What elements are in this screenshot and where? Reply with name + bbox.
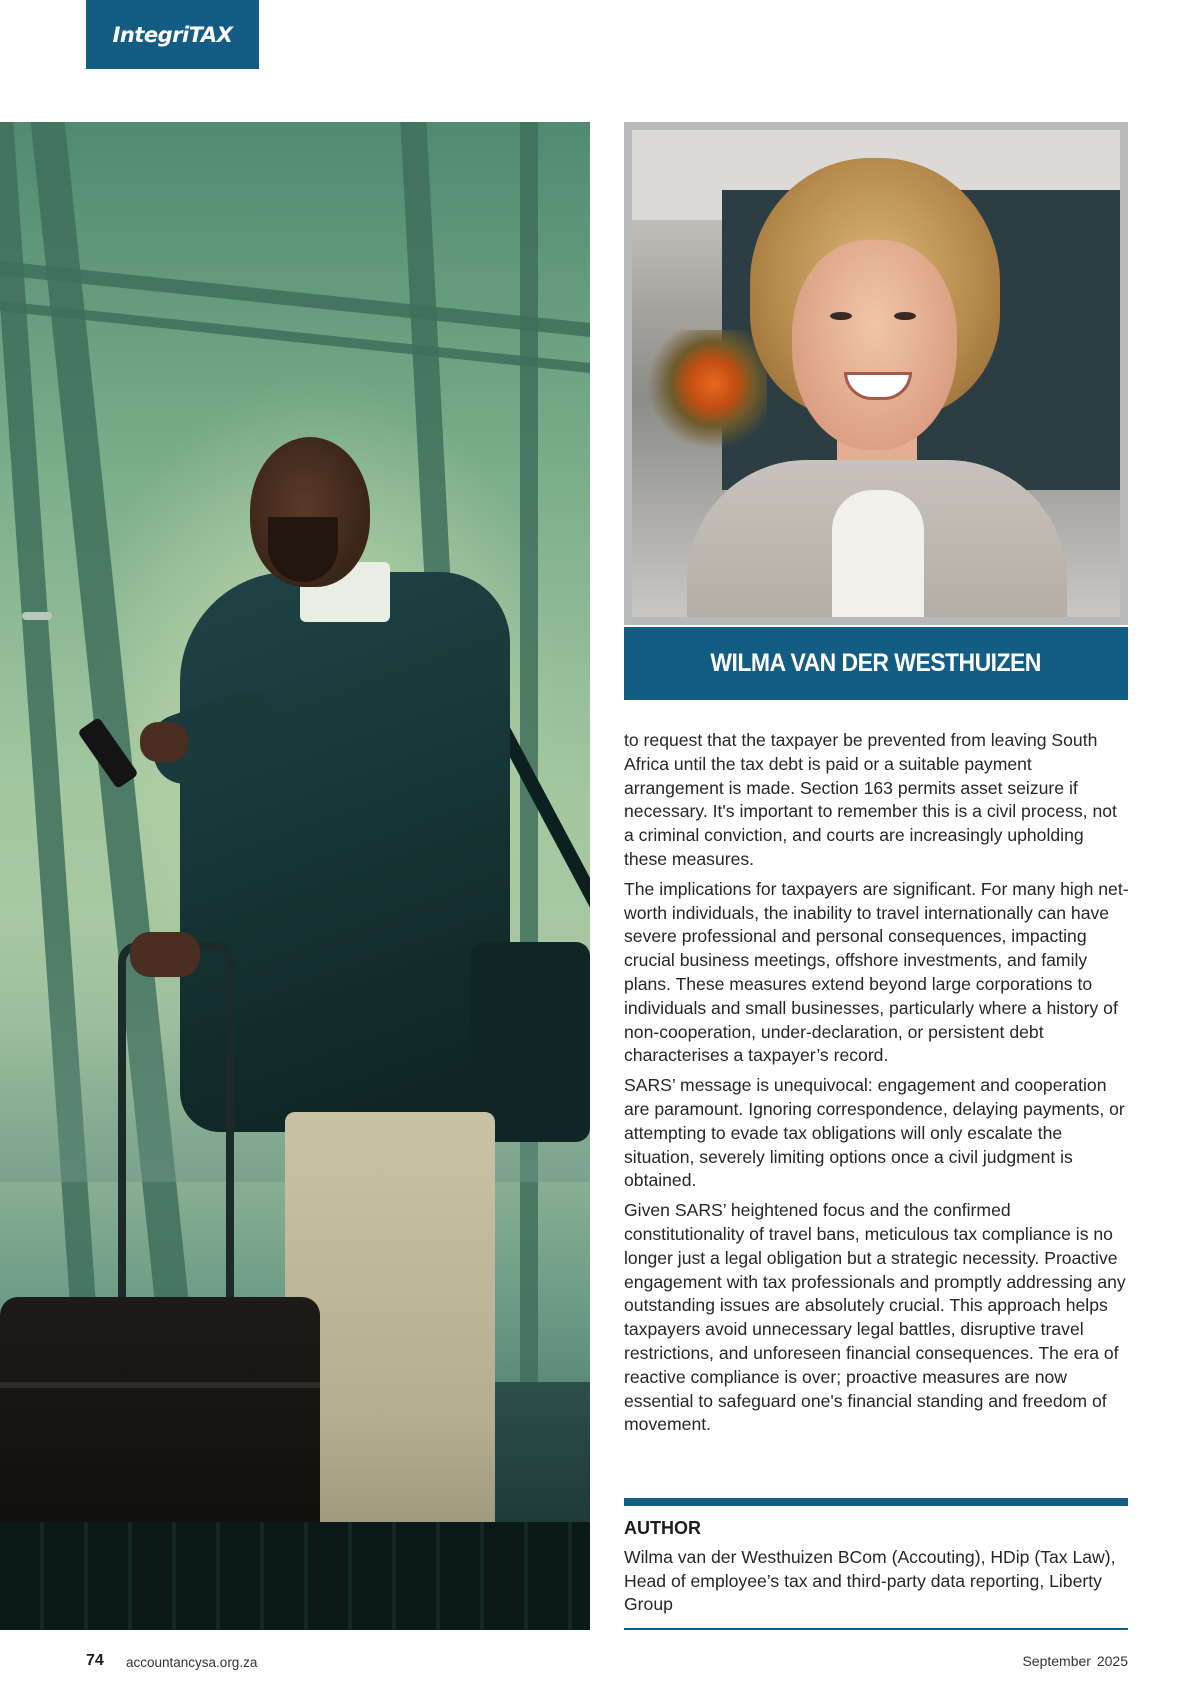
terminal-chairs [0,1522,590,1630]
man-hand-on-handle [130,932,200,977]
portrait-eye [894,312,916,320]
author-heading: AUTHOR [624,1518,701,1538]
author-portrait-photo [632,130,1120,617]
author-bio: Wilma van der Westhuizen BCom (Accouting), HDip (Tax Law), Head of employee’s tax and third-party data reporting, Liberty Group [624,1547,1116,1615]
portrait-eye [830,312,852,320]
article-paragraph: SARS’ message is unequivocal: engagement and cooperation are paramount. Ignoring correspondence, delaying payments, or attempting to evade tax obligations will only escalate the situation, severely limiting options once a civil judgment is obtained. [624,1075,1125,1191]
man-hand [140,722,188,762]
suitcase-handle [118,942,234,1320]
brand-logo-text: IntegriTAX [112,22,233,47]
suitcase-stripe [0,1382,320,1388]
issue-date: September 2025 [1022,1653,1128,1669]
portrait-flowers [647,330,767,450]
article-paragraph: Given SARS’ heightened focus and the confirmed constitutionality of travel bans, meticulous tax compliance is no longer just a legal obligation but a strategic necessity. Proactive engagement with tax professionals and promptly addressing any outstanding issues are absolutely crucial. This approach helps taxpayers avoid unnecessary legal battles, disruptive travel restrictions, and unforeseen financial consequences. The era of reactive compliance is over; proactive measures are now essential to safeguard one's financial standing and freedom of movement. [624,1200,1126,1435]
author-name-banner [624,627,1128,700]
portrait-face [792,240,957,450]
footer-site-link[interactable]: accountancysa.org.za [126,1655,258,1670]
author-divider-top [624,1498,1128,1506]
brand-logo-tab [86,0,259,69]
airport-traveller-photo [0,122,590,1630]
portrait-shirt [832,490,924,617]
article-paragraph: to request that the taxpayer be prevented from leaving South Africa until the tax debt is paid or a suitable payment arrangement is made. Section 163 permits asset seizure if necessary. It's important to remember this is a civil process, not a criminal conviction, and courts are increasingly upholding these measures. [624,730,1117,869]
window-frame [0,261,590,337]
distant-plane [22,612,52,620]
author-divider-bottom [624,1628,1128,1630]
article-paragraph: The implications for taxpayers are significant. For many high net-worth individuals, the inability to travel internationally can have severe professional and personal consequences, impacting crucial business meetings, offshore investments, and family plans. These measures extend beyond large corporations to individuals and small businesses, particularly where a history of non-cooperation, under-declaration, or persistent debt characterises a taxpayer’s record. [624,878,1129,1066]
author-name: WILMA VAN DER WESTHUIZEN [710,649,1042,677]
article-body [624,729,1130,1443]
page-number: 74 [86,1652,104,1669]
author-portrait-frame [624,122,1128,625]
